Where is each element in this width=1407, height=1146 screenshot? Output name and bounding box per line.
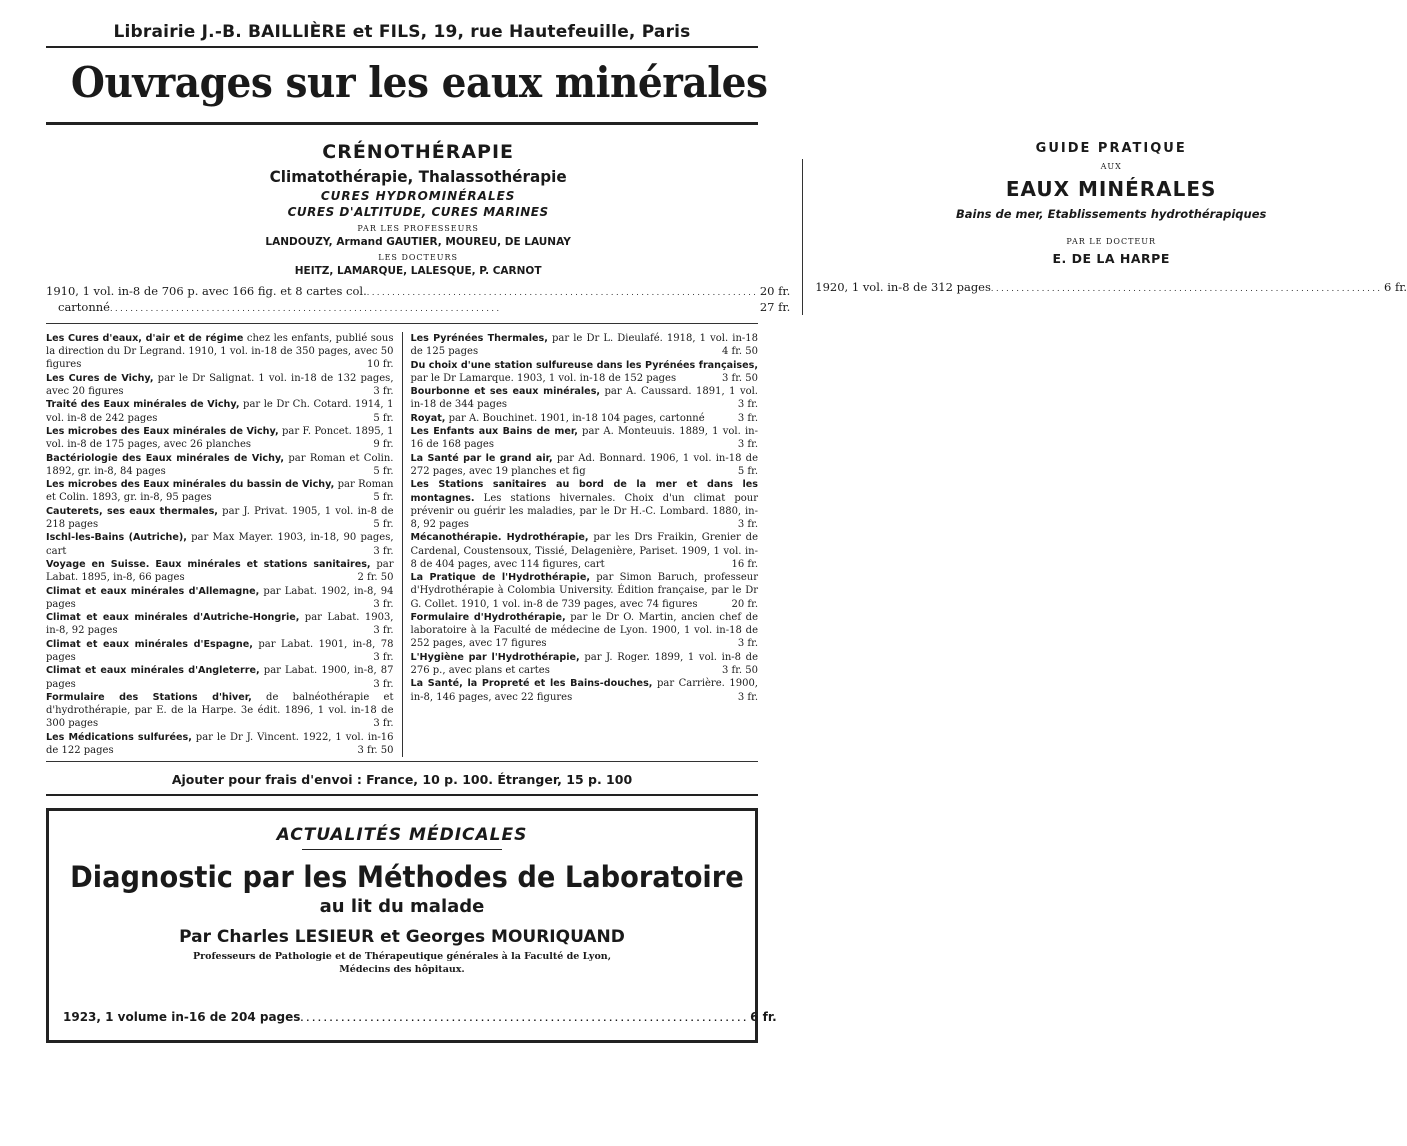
- book-entry: [411, 359, 759, 385]
- book-title: Bactériologie des Eaux minérales de Vichy,: [46, 452, 285, 464]
- book-details: par le Dr O. Martin, ancien chef de laboratoire à la Faculté de médecine de Lyon. 1900, 1 vol. in-18 de 252 pages, avec 17 figures: [410, 611, 758, 650]
- book-details: chez les enfants, publié sous la direction du Dr Legrand. 1910, 1 vol. in-18 de 350 pages, avec 50 figures: [46, 333, 394, 371]
- feature-subheading: Climatothérapie, Thalassothérapie: [269, 167, 567, 186]
- book-title: Traité des Eaux minérales de Vichy,: [46, 399, 240, 411]
- book-price: 9 fr.: [373, 439, 394, 451]
- book-entry: [411, 571, 759, 611]
- advertisement-box: [46, 808, 777, 1043]
- series-rule: [302, 849, 502, 850]
- book-details: par Labat. 1902, in-8, 94 pages: [46, 585, 394, 610]
- book-details: par Max Mayer. 1903, in-18, 90 pages, cart: [46, 532, 394, 557]
- book-details: par les Drs Fraikin, Grenier de Cardenal, Coustensoux, Tissié, Delagenière, Pariset. 1909, 1 vol. in-8 de 404 pages, avec 114 figures, cart: [410, 532, 758, 570]
- book-entry: [411, 452, 759, 478]
- book-details: par le Dr L. Dieulafé. 1918, 1 vol. in-18 de 125 pages: [410, 333, 759, 358]
- book-entry: [46, 585, 394, 611]
- book-price: 3 fr.: [737, 518, 758, 530]
- book-price: 3 fr.: [373, 386, 394, 397]
- by-doctor-label: PAR LE DOCTEUR: [1066, 237, 1157, 246]
- book-details: Les stations hivernales. Choix d'un climat pour prévenir ou guérir les maladies, par le Dr H.-C. Lombard. 1880, in-8, 92 pages: [410, 492, 758, 530]
- book-price: 3 fr.: [373, 678, 394, 690]
- book-entry: [411, 478, 759, 531]
- featured-books: [46, 125, 1407, 323]
- book-price: 2 fr. 50: [357, 572, 394, 584]
- book-title: Les microbes des Eaux minérales du bassin de Vichy,: [46, 479, 335, 491]
- book-price: 3 fr.: [737, 399, 758, 411]
- book-title: Ischl-les-Bains (Autriche),: [46, 532, 187, 544]
- section-rule: [46, 323, 758, 324]
- book-entry: [411, 677, 759, 703]
- price-line: 1920, 1 vol. in-8 de 312 pages . . . 6 fr.: [815, 280, 1407, 296]
- book-entry: [46, 478, 394, 504]
- book-list-left: [46, 332, 403, 757]
- book-title: La Pratique de l'Hydrothérapie,: [410, 572, 591, 584]
- book-details: par J. Privat. 1905, 1 vol. in-8 de 218 pages: [46, 505, 394, 530]
- price: 20 fr.: [759, 284, 791, 298]
- book-details: par Carrière. 1900, in-8, 146 pages, avec 22 figures: [410, 678, 758, 703]
- book-entry: [46, 691, 394, 731]
- book-entry: [46, 664, 394, 690]
- book-entry: [46, 531, 394, 557]
- ad-book-title: Diagnostic par les Méthodes de Laboratoire: [70, 860, 744, 895]
- book-details: par A. Caussard. 1891, 1 vol. in-18 de 344 pages: [410, 386, 758, 411]
- book-price: 3 fr.: [373, 598, 394, 610]
- book-price: 3 fr.: [373, 625, 394, 637]
- book-price: 5 fr.: [373, 465, 394, 477]
- book-price: 5 fr.: [737, 465, 758, 477]
- book-price: 5 fr.: [373, 518, 394, 530]
- book-price: 4 fr. 50: [721, 346, 758, 358]
- book-details: par J. Roger. 1899, 1 vol. in-8 de 276 p., avec plans et cartes: [410, 651, 759, 676]
- book-list-right: [403, 332, 759, 757]
- book-details: de balnéothérapie et d'hydrothérapie, par E. de la Harpe. 3e édit. 1896, 1 vol. in-18 de 300 pages: [46, 691, 394, 730]
- book-title: La Santé, la Propreté et les Bains-douches,: [410, 678, 653, 690]
- book-price: 3 fr.: [737, 691, 758, 703]
- price: 27 fr.: [759, 300, 791, 314]
- ad-book-subtitle: au lit du malade: [319, 896, 485, 918]
- book-entry: [46, 372, 394, 398]
- book-price: 10 fr.: [367, 359, 394, 371]
- book-price: 3 fr.: [737, 412, 758, 424]
- doctors-names: HEITZ, LAMARQUE, LALESQUE, P. CARNOT: [294, 265, 542, 277]
- book-details: par A. Monteuuis. 1889, 1 vol. in-16 de 168 pages: [410, 426, 758, 451]
- book-entry: [411, 425, 759, 451]
- book-details: par A. Bouchinet. 1901, in-18 104 pages, cartonné: [445, 412, 705, 424]
- postage-rule: [46, 794, 758, 796]
- book-title: Climat et eaux minérales d'Angleterre,: [46, 665, 260, 677]
- book-title: Formulaire d'Hydrothérapie,: [410, 611, 566, 623]
- price-line: cartonné . . . 27 fr.: [46, 300, 790, 316]
- book-details: par le Dr Lamarque. 1903, 1 vol. in-18 de 152 pages: [410, 372, 677, 384]
- book-title: Mécanothérapie. Hydrothérapie,: [410, 532, 589, 544]
- book-title: Les Cures d'eaux, d'air et de régime: [46, 333, 244, 344]
- book-details: par le Dr Ch. Cotard. 1914, 1 vol. in-8 de 242 pages: [46, 399, 394, 424]
- book-list: [46, 332, 758, 757]
- book-price: 3 fr.: [373, 545, 394, 557]
- book-price: 3 fr.: [373, 651, 394, 663]
- book-title: Les microbes des Eaux minérales de Vichy,: [46, 425, 279, 437]
- book-title: La Santé par le grand air,: [410, 452, 553, 464]
- section-rule: [46, 761, 758, 762]
- price: 6 fr.: [750, 1010, 777, 1025]
- book-details: par Ad. Bonnard. 1906, 1 vol. in-18 de 272 pages, avec 19 planches et fig: [410, 452, 759, 477]
- book-entry: [46, 425, 394, 451]
- book-details: par le Dr J. Vincent. 1922, 1 vol. in-16 de 122 pages: [46, 731, 394, 756]
- book-price: 3 fr. 50: [721, 372, 758, 384]
- book-title: Les Médications sulfurées,: [46, 731, 192, 743]
- book-title: Du choix d'une station sulfureuse dans les Pyrénées françaises,: [410, 359, 758, 371]
- book-entry: [411, 332, 759, 358]
- book-details: par le Dr Salignat. 1 vol. in-18 de 132 pages, avec 20 figures: [46, 372, 394, 397]
- feature-line: CURES D'ALTITUDE, CURES MARINES: [287, 205, 549, 219]
- book-details: par Labat. 1900, in-8, 87 pages: [46, 665, 394, 690]
- price-line: 1910, 1 vol. in-8 de 706 p. avec 166 fig. et 8 cartes col. . . . 20 fr.: [46, 284, 790, 300]
- book-entry: [411, 385, 759, 411]
- book-title: Climat et eaux minérales d'Espagne,: [46, 638, 253, 650]
- ad-affiliation: Professeurs de Pathologie et de Thérapeutique générales à la Faculté de Lyon,: [192, 951, 612, 963]
- book-title: Climat et eaux minérales d'Autriche-Hongrie,: [46, 612, 300, 624]
- professors-names: LANDOUZY, Armand GAUTIER, MOUREU, DE LAUNAY: [265, 236, 571, 248]
- book-details: par Labat. 1895, in-8, 66 pages: [46, 558, 394, 584]
- feature-heading: EAUX MINÉRALES: [1005, 177, 1217, 201]
- book-entry: [411, 412, 759, 425]
- ad-authors: Par Charles LESIEUR et Georges MOURIQUAND: [179, 927, 625, 948]
- postage-note: Ajouter pour frais d'envoi : France, 10 p. 100. Étranger, 15 p. 100: [171, 772, 633, 788]
- price: 6 fr.: [1383, 280, 1407, 294]
- book-title: L'Hygiène par l'Hydrothérapie,: [410, 651, 580, 663]
- book-price: 3 fr.: [737, 638, 758, 650]
- book-price: 3 fr.: [737, 439, 758, 451]
- book-title: Royat,: [410, 412, 446, 424]
- book-details: par F. Poncet. 1895, 1 vol. in-8 de 175 pages, avec 26 planches: [46, 425, 394, 451]
- book-title: Les Cures de Vichy,: [46, 372, 154, 384]
- feature-line: CURES HYDROMINÉRALES: [320, 189, 516, 203]
- book-price: 16 fr.: [731, 558, 758, 570]
- book-price: 3 fr. 50: [721, 664, 758, 676]
- series-title: ACTUALITÉS MÉDICALES: [276, 825, 528, 846]
- doctors-label: LES DOCTEURS: [378, 253, 458, 262]
- book-entry: [46, 611, 394, 637]
- book-entry: [46, 398, 394, 424]
- ad-price-line: 1923, 1 volume in-16 de 204 pages . . . 6 fr.: [63, 1010, 735, 1026]
- book-title: Voyage en Suisse. Eaux minérales et stations sanitaires,: [46, 558, 371, 570]
- book-details: par Labat. 1903, in-8, 92 pages: [46, 612, 394, 637]
- book-entry: [46, 332, 394, 372]
- book-price: 20 fr.: [731, 598, 758, 610]
- book-title: Les Pyrénées Thermales,: [410, 333, 548, 344]
- book-entry: [46, 731, 394, 757]
- book-title: Cauterets, ses eaux thermales,: [46, 505, 218, 517]
- book-title: Les Stations sanitaires au bord de la mer et dans les montagnes.: [410, 479, 758, 504]
- book-title: Climat et eaux minérales d'Allemagne,: [46, 585, 260, 597]
- feature-guide-pratique: [803, 125, 1407, 323]
- publisher-header: Librairie J.-B. BAILLIÈRE et FILS, 19, rue Hautefeuille, Paris: [113, 22, 691, 42]
- book-details: par Roman et Colin. 1893, gr. in-8, 95 pages: [46, 479, 394, 504]
- book-title: Bourbonne et ses eaux minérales,: [410, 386, 601, 398]
- book-price: 5 fr.: [373, 412, 394, 424]
- by-professors-label: PAR LES PROFESSEURS: [357, 224, 479, 233]
- book-price: 5 fr.: [373, 492, 394, 504]
- feature-heading: CRÉNOTHÉRAPIE: [322, 141, 515, 163]
- book-entry: [46, 638, 394, 664]
- book-details: par Roman et Colin. 1892, gr. in-8, 84 pages: [46, 452, 394, 477]
- book-entry: [46, 452, 394, 478]
- ad-affiliation: Médecins des hôpitaux.: [339, 964, 465, 976]
- book-entry: [411, 611, 759, 651]
- book-entry: [46, 505, 394, 531]
- book-entry: [411, 531, 759, 571]
- author-name: E. DE LA HARPE: [1052, 251, 1170, 266]
- feature-subheading: Bains de mer, Etablissements hydrothérapiques: [956, 207, 1267, 221]
- book-price: 3 fr. 50: [357, 744, 394, 756]
- book-price: 3 fr.: [373, 718, 394, 730]
- book-title: Les Enfants aux Bains de mer,: [410, 426, 578, 438]
- feature-line: GUIDE PRATIQUE: [1035, 141, 1187, 156]
- book-details: par Labat. 1901, in-8, 78 pages: [46, 638, 394, 663]
- book-details: par Simon Baruch, professeur d'Hydrothérapie à Colombia University. Édition française, par le Dr G. Collet. 1910, 1 vol. in-8 de 739 pages, avec 74 figures: [410, 572, 758, 610]
- feature-line: AUX: [1100, 162, 1122, 171]
- feature-crenotherapie: [46, 125, 802, 323]
- book-entry: [46, 558, 394, 584]
- page-title: Ouvrages sur les eaux minérales: [70, 58, 768, 107]
- book-title: Formulaire des Stations d'hiver,: [46, 691, 252, 703]
- book-entry: [411, 651, 759, 677]
